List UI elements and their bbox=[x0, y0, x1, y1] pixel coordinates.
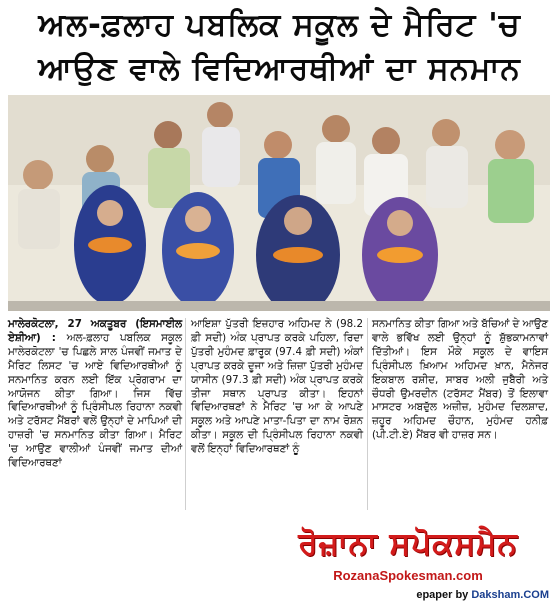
newspaper-masthead: ਰੋਜ਼ਾਨਾ ਸਪੋਕਸਮੈਨ bbox=[298, 526, 518, 562]
article-column-2: ਆਇਸ਼ਾ ਪੁੱਤਰੀ ਇਜ਼ਹਾਰ ਅਹਿਮਦ ਨੇ (98.2 ਫ਼ੀ ਸਦੀ) ਅੰਕ ਪ੍ਰਾਪਤ ਕਰਕੇ ਪਹਿਲਾ, ਰਿਦਾ ਪੁੱਤਰੀ ਮੁਹੰਮਦ ਫ਼ਾਰੂਕ (97.4 ਫ਼ੀ ਸਦੀ) ਅੰਕਾਂ ਪ੍ਰਾਪਤ ਕਰਕੇ ਦੂਜਾ ਅਤੇ ਜ਼ਿਜ਼ਾ ਪੁੱਤਰੀ ਮੁਹੰਮਦ ਯਾਸੀਨ (97.3 ਫ਼ੀ ਸਦੀ) ਅੰਕ ਪ੍ਰਾਪਤ ਕਰਕੇ ਤੀਜਾ ਸਥਾਨ ਪ੍ਰਾਪਤ ਕੀਤਾ। ਇਹਨਾਂ ਵਿਦਿਆਰਥਣਾਂ ਨੇ ਮੈਰਿਟ 'ਚ ਆ ਕੇ ਆਪਣੇ ਸਕੂਲ ਅਤੇ ਆਪਣੇ ਮਾਤਾ-ਪਿਤਾ ਦਾ ਨਾਮ ਰੋਸ਼ਨ ਕੀਤਾ। ਸਕੂਲ ਦੀ ਪ੍ਰਿੰਸੀਪਲ ਰਿਹਾਨਾ ਨਕਵੀ ਵਲੋਂ ਇਨ੍ਹਾਂ ਵਿਦਿਆਰਥਣਾਂ ਨੂੰ bbox=[191, 318, 363, 456]
group-photo bbox=[8, 95, 550, 311]
article-column-3: ਸਨਮਾਨਿਤ ਕੀਤਾ ਗਿਆ ਅਤੇ ਬੱਚਿਆਂ ਦੇ ਆਉਣ ਵਾਲੇ ਭਵਿੱਖ ਲਈ ਉਨ੍ਹਾਂ ਨੂੰ ਸ਼ੁੱਭਕਾਮਨਾਵਾਂ ਦਿੱਤੀਆਂ। ਇਸ ਮੌਕੇ ਸਕੂਲ ਦੇ ਵਾਇਸ ਪ੍ਰਿੰਸੀਪਲ ਖ਼ਿਆਮ ਅਹਿਮਦ ਖ਼ਾਨ, ਮੈਨੇਜਰ ਇਕਬਾਲ ਰਸ਼ੀਦ, ਸਾਬਰ ਅਲੀ ਜੁਬੈਰੀ ਅਤੇ ਚੌਧਰੀ ਉਮਰਦੀਨ (ਟਰੱਸਟ ਮੈਂਬਰ) ਤੋਂ ਇਲਾਵਾ ਮਾਸਟਰ ਅਬਦੁੱਲ ਅਜ਼ੀਜ਼, ਮੁਹੰਮਦ ਦਿਲਸ਼ਾਦ, ਜ਼ਹੂਰ ਅਹਿਮਦ ਚੌਹਾਨ, ਮੁਹੰਮਦ ਹਨੀਫ਼ (ਪੀ.ਟੀ.ਏ) ਮੈਂਬਰ ਵੀ ਹਾਜ਼ਰ ਸਨ। bbox=[372, 318, 548, 442]
epaper-credit bbox=[416, 589, 549, 601]
article-column-1 bbox=[8, 318, 182, 471]
article-dateline: ਮਾਲੇਰਕੋਟਲਾ, 27 ਅਕਤੂਬਰ (ਇਸਮਾਈਲ ਏਸ਼ੀਆ) : bbox=[8, 318, 182, 344]
headline-line-1: ਅਲ-ਫ਼ਲਾਹ ਪਬਲਿਕ ਸਕੂਲ ਦੇ ਮੈਰਿਟ 'ਚ bbox=[38, 7, 521, 43]
headline-line-2: ਆਉਣ ਵਾਲੇ ਵਿਦਿਆਰਥੀਆਂ ਦਾ ਸਨਮਾਨ bbox=[38, 51, 521, 87]
epaper-brand: Daksham.COM bbox=[471, 589, 549, 601]
column-divider bbox=[185, 318, 186, 510]
column-divider bbox=[367, 318, 368, 510]
article-text: ਅਲ-ਫ਼ਲਾਹ ਪਬਲਿਕ ਸਕੂਲ ਮਾਲੇਰਕੋਟਲਾ 'ਚ ਪਿਛਲੇ ਸਾਲ ਪੰਜਵੀਂ ਜਮਾਤ ਦੇ ਮੈਰਿਟ ਲਿਸਟ 'ਚ ਆਏ ਵਿਦਿਆਰਥੀਆਂ ਨੂੰ ਸਨਮਾਨਿਤ ਕਰਨ ਲਈ ਇੱਕ ਪ੍ਰੋਗਰਾਮ ਦਾ ਆਯੋਜਨ ਕੀਤਾ ਗਿਆ। ਜਿਸ ਵਿੱਚ ਵਿਦਿਆਰਥੀਆਂ ਨੂੰ ਪ੍ਰਿੰਸੀਪਲ ਰਿਹਾਨਾ ਨਕਵੀ ਅਤੇ ਟਰੱਸਟ ਮੈਂਬਰਾਂ ਵਲੋਂ ਉਨ੍ਹਾਂ ਦੇ ਮਾਪਿਆਂ ਦੀ ਹਾਜ਼ਰੀ 'ਚ ਸਨਮਾਨਿਤ ਕੀਤਾ ਗਿਆ। ਮੈਰਿਟ 'ਚ ਆਉਣ ਵਾਲੀਆਂ ਪੰਜਵੀਂ ਜਮਾਤ ਦੀਆਂ ਵਿਦਿਆਰਥਣਾਂ bbox=[8, 331, 182, 470]
epaper-credit-prefix: epaper by bbox=[416, 589, 472, 601]
newspaper-website: RozanaSpokesman.com bbox=[333, 568, 483, 583]
